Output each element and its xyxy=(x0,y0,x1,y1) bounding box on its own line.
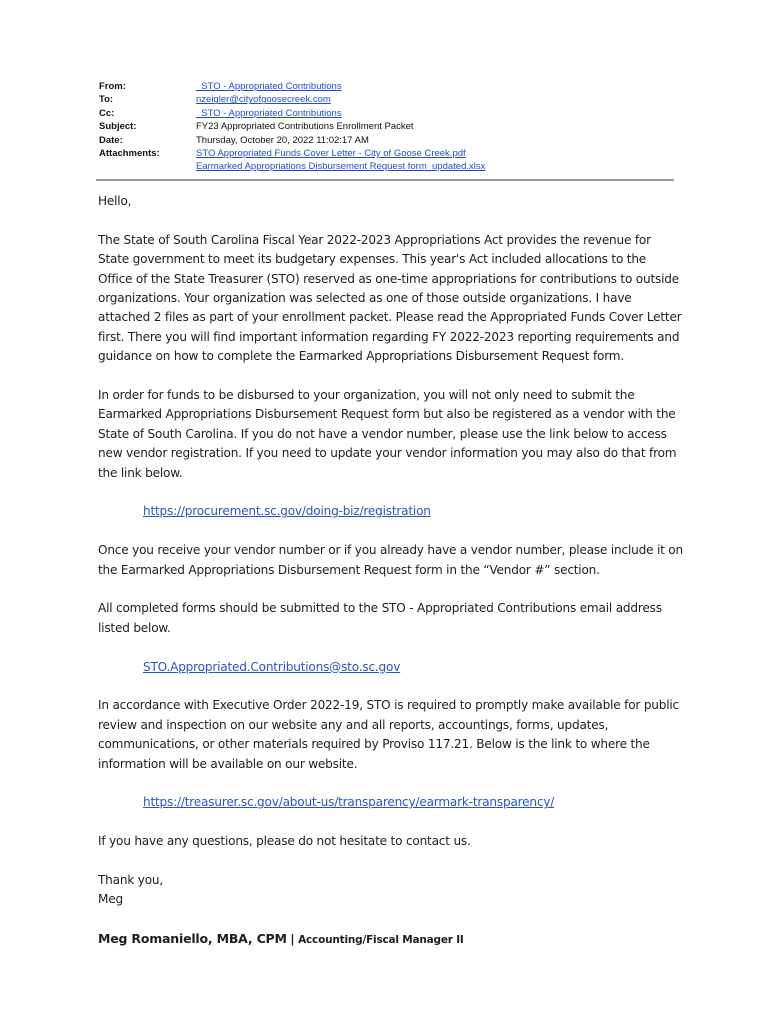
attachments-list xyxy=(196,147,485,174)
attachments-row xyxy=(99,147,674,174)
attachments-label: Attachments: xyxy=(99,148,160,160)
email-body xyxy=(98,192,683,951)
paragraph-vendor-registration: In order for funds to be disbursed to your organization, you will not only need to submit the Earmarked Appropriations Disbursement Request form but also be registered as a vendor with the State of South Carolina. If you do not have a vendor number, please use the link below to access new vendor registration. If you need to update your vendor information you may also do that from the link below. xyxy=(98,388,677,480)
to-value[interactable]: nzeigler@cityofgoosecreek.com xyxy=(196,94,331,106)
subject-row xyxy=(99,120,674,133)
signature xyxy=(98,929,683,950)
subject-value: FY23 Appropriated Contributions Enrollment Packet xyxy=(196,121,414,133)
paragraph-submission: All completed forms should be submitted to the STO - Appropriated Contributions email address listed below. xyxy=(98,601,662,635)
paragraph-questions: If you have any questions, please do not hesitate to contact us. xyxy=(98,834,471,849)
header-divider xyxy=(96,179,674,181)
cc-value[interactable]: _STO - Appropriated Contributions xyxy=(196,107,342,119)
cc-row xyxy=(99,107,674,120)
paragraph-vendor-number: Once you receive your vendor number or if you already have a vendor number, please include it on the Earmarked Appropriations Disbursement Request form in the “Vendor #” section. xyxy=(98,543,683,577)
date-value: Thursday, October 20, 2022 11:02:17 AM xyxy=(196,134,369,146)
from-label: From: xyxy=(99,81,126,92)
transparency-link-row xyxy=(98,793,683,812)
attachment-cover-letter[interactable]: STO Appropriated Funds Cover Letter - City of Goose Creek.pdf xyxy=(196,148,466,160)
signature-title: Accounting/Fiscal Manager II xyxy=(298,934,464,947)
submission-email-link[interactable]: STO.Appropriated.Contributions@sto.sc.gov xyxy=(143,659,401,674)
to-row xyxy=(99,93,674,106)
date-row xyxy=(99,134,674,147)
registration-link[interactable]: https://procurement.sc.gov/doing-biz/registration xyxy=(143,504,431,519)
transparency-link[interactable]: https://treasurer.sc.gov/about-us/transparency/earmark-transparency/ xyxy=(143,795,555,810)
greeting: Hello, xyxy=(98,194,132,208)
cc-label: Cc: xyxy=(99,107,115,119)
email-header xyxy=(99,80,674,174)
signature-name: Meg Romaniello, MBA, CPM xyxy=(98,931,287,947)
signature-separator: | xyxy=(290,932,295,947)
closing: Thank you, xyxy=(98,873,164,888)
subject-label: Subject: xyxy=(99,121,137,133)
from-value[interactable]: _STO - Appropriated Contributions xyxy=(196,81,342,92)
closing-block xyxy=(98,871,683,910)
to-label: To: xyxy=(99,94,114,106)
signoff: Meg xyxy=(98,892,123,907)
attachment-request-form[interactable]: Earmarked Appropriations Disbursement Request form_updated.xlsx xyxy=(196,161,486,173)
email-link-row xyxy=(98,658,683,677)
paragraph-executive-order: In accordance with Executive Order 2022-19, STO is required to promptly make available for public review and inspection on our website any and all reports, accountings, forms, updates, communications, or other materials required by Proviso 117.21. Below is the link to where the information will be available on our website. xyxy=(98,698,680,771)
paragraph-appropriations-act: The State of South Carolina Fiscal Year 2022-2023 Appropriations Act provides the revenue for State government to meet its budgetary expenses. This year's Act included allocations to the Office of the State Treasurer (STO) reserved as one-time appropriations for contributions to outside organizations. Your organization was selected as one of those outside organizations. I have attached 2 files as part of your enrollment packet. Please read the Appropriated Funds Cover Letter first. There you will find important information regarding FY 2022-2023 reporting requirements and guidance on how to complete the Earmarked Appropriations Disbursement Request form. xyxy=(98,232,682,364)
registration-link-row xyxy=(98,502,683,521)
from-row xyxy=(99,80,674,93)
date-label: Date: xyxy=(99,134,123,146)
